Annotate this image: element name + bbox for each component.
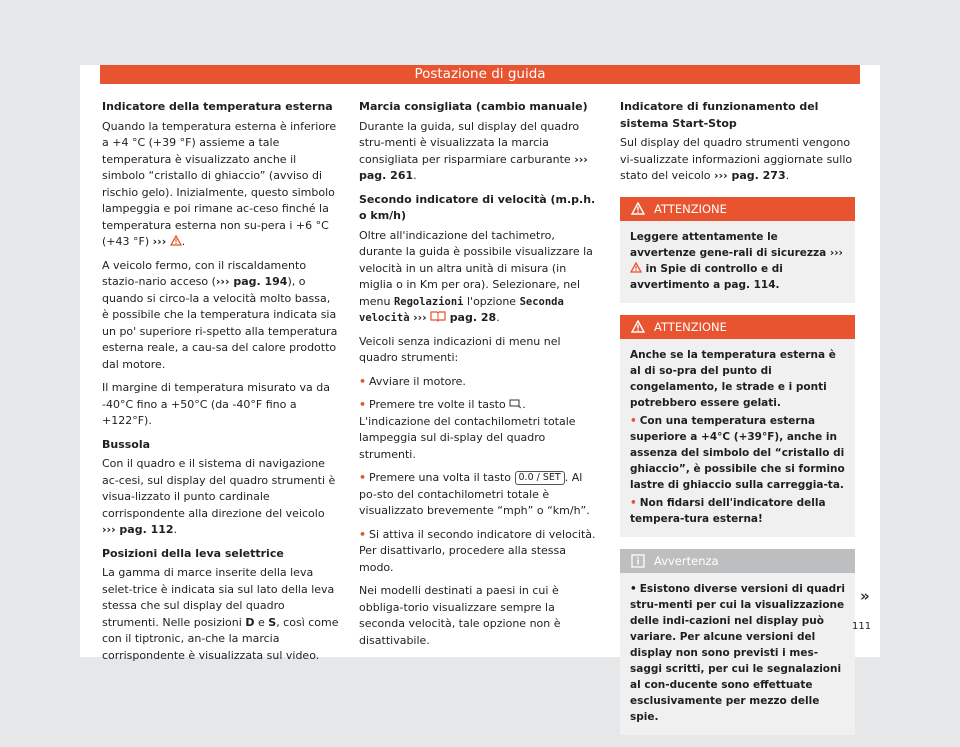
warning-box — [620, 197, 855, 303]
bullet-icon: • — [359, 398, 367, 411]
section-title-start-stop: Indicatore di funzionamento del sistema Start-Stop — [620, 100, 819, 130]
paragraph: Veicoli senza indicazioni di menu nel quadro strumenti: — [359, 334, 561, 364]
bullet-icon: • — [630, 582, 637, 595]
cross-ref-arrow: ››› — [413, 311, 427, 324]
menu-option: Seconda velocità — [359, 295, 564, 324]
warning-box-body: Leggere attentamente le avvertenze gene-rali di sicurezza ››› in Spie di controllo e di avvertimento a pag. 114. — [620, 221, 855, 303]
warning-box-header — [620, 315, 855, 339]
page-link[interactable]: ››› pag. 273 — [714, 169, 786, 182]
note-box-title: Avvertenza — [654, 553, 719, 568]
bullet-icon: • — [359, 374, 367, 388]
note-box-header — [620, 549, 855, 573]
paragraph: La gamma di marce inserite della leva selet-trice è indicata sia sul lato della leva stessa che sul display del quadro strumenti. Nelle posizioni D e S, così come con il tiptronic, an-che la marcia corrispondente è visualizzata sul video. — [102, 566, 339, 662]
bullet-icon: • — [630, 414, 637, 427]
warning-triangle-icon — [631, 202, 645, 215]
bullet-icon: • — [630, 496, 637, 509]
note-box — [620, 549, 855, 735]
page-link[interactable]: pag. 28 — [449, 311, 497, 324]
warning-box — [620, 315, 855, 537]
cross-ref-arrow: ››› — [152, 235, 167, 248]
section-title-compass: Bussola — [102, 437, 151, 451]
warning-box-title: ATTENZIONE — [654, 319, 727, 334]
bullet-icon: • — [359, 471, 367, 484]
page-number: 111 — [852, 621, 872, 632]
continue-arrow-icon: » — [860, 587, 870, 605]
manual-page — [80, 65, 880, 723]
paragraph: Nei modelli destinati a paesi in cui è obbliga-torio visualizzare sempre la seconda velocità, tale opzione non è disattivabile. — [359, 584, 561, 647]
paragraph: Oltre all'indicazione del tachimetro, durante la guida è possibile visualizzare la velocità in un altra unità di misura (in miglia o in Km per ora). Selezionare, nel menu Regolazioni l'opzione Seconda velocità ››› pag. 28. — [359, 228, 593, 324]
warning-box-title: ATTENZIONE — [654, 201, 727, 216]
section-title-second-speed: Secondo indicatore di velocità (m.p.h. o km/h) — [359, 192, 596, 222]
page-link[interactable]: ››› pag. 261 — [359, 152, 588, 182]
paragraph: Durante la guida, sul display del quadro stru-menti è visualizzata la marcia consigliata per risparmiare carburante ››› pag. 261. — [359, 119, 588, 182]
paragraph: Con il quadro e il sistema di navigazione ac-cesi, sul display del quadro strumenti è visua-lizzato il punto cardinale corrispondente alla direzione del veicolo ››› pag. 112. — [102, 457, 336, 536]
section-title-recommended-gear: Marcia consigliata (cambio manuale) — [359, 100, 588, 113]
page-header: Postazione di guida — [100, 65, 860, 84]
menu-button-icon — [509, 399, 522, 409]
column-right — [620, 99, 855, 747]
bullet-icon: • — [359, 527, 367, 541]
section-title-selector-lever: Posizioni della leva selettrice — [102, 546, 284, 560]
paragraph: Sul display del quadro strumenti vengono vi-sualizzate informazioni aggiornate sullo stato del veicolo ››› pag. 273. — [620, 136, 853, 182]
info-icon — [631, 554, 645, 568]
menu-name: Regolazioni — [393, 295, 464, 308]
paragraph: A veicolo fermo, con il riscaldamento stazio-nario acceso (››› pag. 194), o quando si circo-la a velocità molto bassa, è possibile che la temperatura indicata sia un po' superiore ri-spetto alla temperatura esterna reale, a cau-sa del calore prodotto dal motore. — [102, 258, 338, 371]
warning-box-header — [620, 197, 855, 221]
set-key: 0.0 / SET — [515, 471, 565, 485]
column-left — [102, 99, 340, 671]
page-link[interactable]: ››› pag. 112 — [102, 523, 174, 536]
section-title-outside-temperature: Indicatore della temperatura esterna — [102, 100, 333, 113]
list-item: • Premere tre volte il tasto . L'indicazione del contachilometri totale lampeggia sul di-splay del quadro strumenti. — [359, 398, 576, 461]
column-middle — [359, 99, 599, 656]
page-link[interactable]: ››› pag. 194 — [215, 275, 288, 288]
warning-triangle-icon — [631, 320, 645, 333]
note-box-body: • Esistono diverse versioni di quadri stru-menti per cui la visualizzazione delle indi-cazioni nel display può variare. Per alcune versioni del display non sono previsti i mes-saggi scritti, per cui le segnalazioni al con-ducente sono effettuate esclusivamente per mezzo delle spie. — [620, 573, 855, 735]
warning-box-body: Anche se la temperatura esterna è al di so-pra del punto di congelamento, le strade e i ponti potrebbero essere gelati. • Con una temperatura esterna superiore a +4°C (+39°F), anche in assenza del simbolo del “cristallo di ghiaccio”, è possibile che si formino lastre di ghiaccio sulla carreggia-ta. • Non fidarsi dell'indicatore della tempera-tura esterna! — [620, 339, 855, 537]
list-item: • Premere una volta il tasto 0.0 / SET . Al po-sto del contachilometri totale è visualizzato brevemente “mph” o “km/h”. — [359, 471, 590, 517]
warning-triangle-icon — [630, 262, 642, 273]
list-item: • Avviare il motore. — [359, 374, 466, 388]
warning-triangle-icon — [170, 235, 182, 246]
paragraph: Quando la temperatura esterna è inferiore a +4 °C (+39 °F) assieme a tale temperatura è visualizzato anche il simbolo “cristallo di ghiaccio” (avviso di rischio gelo). Inizialmente, questo simbolo lampeggia e poi rimane ac-ceso finché la temperatura esterna non su-pera i +6 °C (+43 °F) ››› . — [102, 119, 337, 248]
paragraph: Il margine di temperatura misurato va da -40°C fino a +50°C (da -40°F fino a +122°F). — [102, 381, 330, 427]
book-reference-icon — [430, 310, 446, 322]
list-item: • Si attiva il secondo indicatore di velocità. Per disattivarlo, procedere alla stessa modo. — [359, 527, 596, 574]
